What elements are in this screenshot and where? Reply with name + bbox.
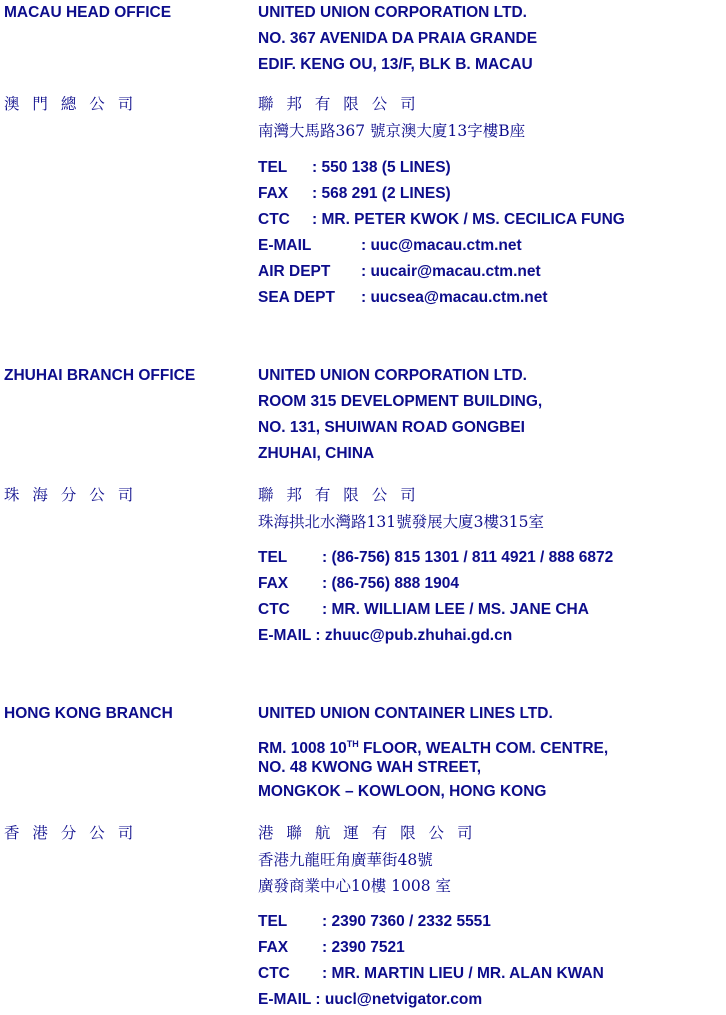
zhuhai-email [258,626,512,646]
hongkong-tel [258,912,491,932]
zhuhai-address-line: ZHUHAI, CHINA [258,445,375,462]
contact-label: E-MAIL [258,237,312,254]
contact-label: AIR DEPT [258,263,331,280]
macau-company-cn: 聯 邦 有 限 公 司 [258,95,420,113]
zhuhai-address-line: NO. 131, SHUIWAN ROAD GONGBEI [258,419,525,436]
contact-label: FAX [258,575,289,592]
contact-value: : MR. PETER KWOK / MS. CECILICA FUNG [312,211,625,228]
zhuhai-company-cn: 聯 邦 有 限 公 司 [258,486,420,504]
macau-address-line: NO. 367 AVENIDA DA PRAIA GRANDE [258,30,538,47]
address-part: FLOOR, WEALTH COM. CENTRE, [358,740,609,757]
address-part: RM. 1008 10 [258,740,347,757]
contact-value: : 2390 7360 / 2332 5551 [322,913,491,930]
contact-value: : MR. WILLIAM LEE / MS. JANE CHA [322,601,589,618]
hongkong-ctc [258,964,604,984]
zhuhai-heading-cn: 珠 海 分 公 司 [4,486,138,504]
contact-value: : (86-756) 888 1904 [322,575,460,592]
macau-address-line: EDIF. KENG OU, 13/F, BLK B. MACAU [258,56,533,73]
contact-label: FAX [258,185,289,202]
macau-sea-dept [258,288,548,308]
hongkong-address-line: NO. 48 KWONG WAH STREET, [258,759,482,776]
contact-value: : 568 291 (2 LINES) [312,185,451,202]
contact-label: CTC [258,965,290,982]
contact-value: : 2390 7521 [322,939,405,956]
zhuhai-ctc [258,600,589,620]
contact-value: : (86-756) 815 1301 / 811 4921 / 888 6872 [322,549,614,566]
contact-value: : zhuuc@pub.zhuhai.gd.cn [315,627,513,644]
contact-label: TEL [258,549,288,566]
hongkong-heading: HONG KONG BRANCH [4,705,173,722]
contact-label: TEL [258,159,288,176]
hongkong-company-cn: 港 聯 航 運 有 限 公 司 [258,824,477,842]
zhuhai-address-line: UNITED UNION CORPORATION LTD. [258,367,527,384]
macau-tel [258,158,451,178]
contact-label: CTC [258,211,290,228]
zhuhai-address-cn: 珠海拱北水灣路131號發展大廈3樓315室 [258,513,545,531]
zhuhai-tel [258,548,613,568]
macau-heading-cn: 澳 門 總 公 司 [4,95,138,113]
contact-value: : uucair@macau.ctm.net [361,263,541,280]
hongkong-heading-cn: 香 港 分 公 司 [4,824,138,842]
contact-value: : uuc@macau.ctm.net [361,237,522,254]
contact-label: E-MAIL [258,991,312,1008]
hongkong-address-line [258,734,608,759]
contact-label: SEA DEPT [258,289,335,306]
hongkong-company: UNITED UNION CONTAINER LINES LTD. [258,705,553,722]
contact-label: E-MAIL [258,627,312,644]
ordinal-suffix: TH [346,739,359,749]
contact-label: CTC [258,601,290,618]
macau-air-dept [258,262,541,282]
macau-email [258,236,522,256]
macau-address-line: UNITED UNION CORPORATION LTD. [258,4,527,21]
contact-value: : uucl@netvigator.com [315,991,483,1008]
zhuhai-fax [258,574,459,594]
contact-value: : uucsea@macau.ctm.net [361,289,548,306]
hongkong-email [258,990,482,1010]
macau-ctc [258,210,625,230]
hongkong-address-line: MONGKOK – KOWLOON, HONG KONG [258,783,547,800]
zhuhai-address-line: ROOM 315 DEVELOPMENT BUILDING, [258,393,543,410]
hongkong-address-cn: 廣發商業中心10樓 1008 室 [258,877,452,895]
zhuhai-heading: ZHUHAI BRANCH OFFICE [4,367,196,384]
contact-label: TEL [258,913,288,930]
hongkong-address-cn: 香港九龍旺角廣華街48號 [258,851,433,869]
hongkong-fax [258,938,405,958]
macau-heading: MACAU HEAD OFFICE [4,4,172,21]
macau-address-cn: 南灣大馬路367 號京澳大廈13字樓B座 [258,122,526,140]
contact-value: : MR. MARTIN LIEU / MR. ALAN KWAN [322,965,604,982]
contact-value: : 550 138 (5 LINES) [312,159,451,176]
macau-fax [258,184,451,204]
contact-label: FAX [258,939,289,956]
